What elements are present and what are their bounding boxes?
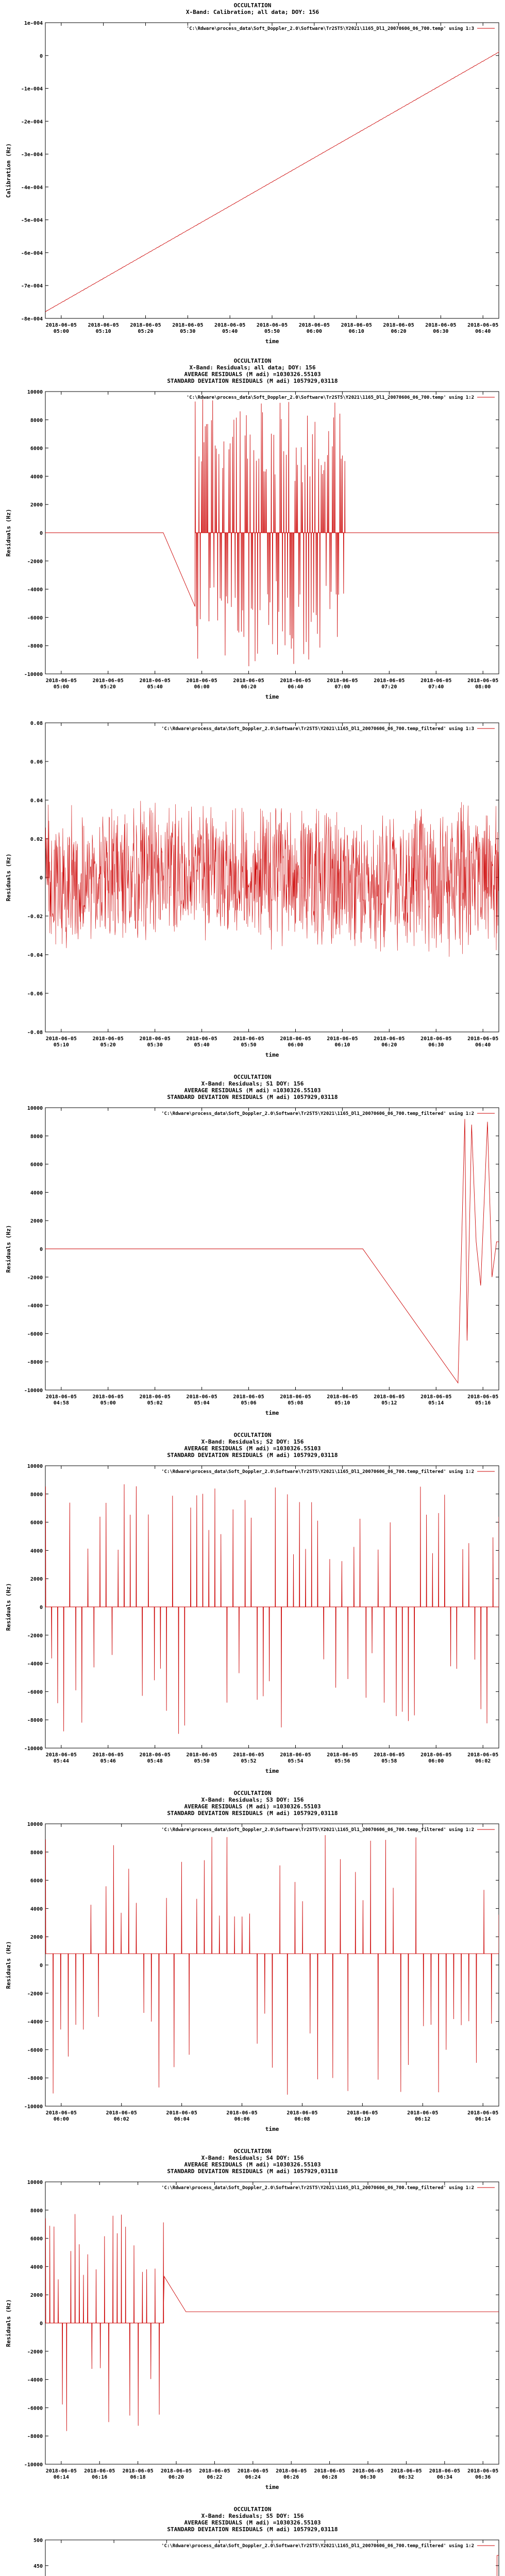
y-tick-label: 2000 [30,1218,43,1225]
x-tick-label-time: 06:36 [475,2475,491,2480]
chart-svg [0,1072,505,1427]
chart-title-line: STANDARD DEVIATION RESIDUALS (M adi) 1057929,03118 [167,378,338,384]
x-tick-label-time: 06:14 [475,2116,491,2122]
x-axis-label: time [265,1768,279,1774]
x-tick-label-time: 07:40 [428,684,444,690]
x-axis-label: time [265,338,279,345]
x-tick-label-date: 2018-06-05 [130,323,161,328]
chart-title-line: STANDARD DEVIATION RESIDUALS (M adi) 1057929,03118 [167,1452,338,1459]
x-tick-label-time: 06:40 [288,684,304,690]
x-tick-label-date: 2018-06-05 [467,2468,499,2474]
x-tick-label-date: 2018-06-05 [122,2468,154,2474]
x-tick-label-time: 06:08 [294,2116,310,2122]
y-tick-label: -0.04 [27,953,43,958]
chart-title-line: OCCULTATION [233,1790,272,1797]
y-tick-label: -8000 [27,2076,43,2082]
x-tick-label-time: 06:40 [475,329,491,334]
y-tick-label: 0.02 [30,837,43,842]
x-tick-label-time: 06:40 [475,1042,491,1048]
x-tick-label-date: 2018-06-05 [139,678,171,684]
chart-title-line: X-Band: Residuals; S5 DOY: 156 [201,2513,304,2519]
y-tick-label: -1e-004 [21,86,43,92]
chart-title-line: X-Band: Residuals; S2 DOY: 156 [201,1438,304,1445]
x-tick-label-time: 06:00 [53,2116,69,2122]
x-tick-label-time: 05:16 [475,1400,491,1406]
y-tick-label: 4000 [30,2264,43,2270]
x-tick-label-time: 06:00 [288,1042,304,1048]
y-tick-label: 8000 [30,1850,43,1856]
chart-title-line: STANDARD DEVIATION RESIDUALS (M adi) 1057929,03118 [167,1810,338,1817]
y-tick-label: 0 [39,1247,43,1252]
x-tick-label-time: 05:50 [194,1758,210,1764]
x-tick-label-time: 06:00 [306,329,322,334]
x-tick-label-time: 05:02 [147,1400,163,1406]
x-tick-label-time: 06:14 [53,2475,69,2480]
y-tick-label: 8000 [30,2208,43,2214]
y-tick-label: -10000 [24,672,43,677]
x-tick-label-time: 04:58 [53,1400,69,1406]
chart-title-line: AVERAGE RESIDUALS (M adi) =1030326.55103 [184,1803,321,1810]
x-tick-label-time: 06:10 [355,2116,371,2122]
x-tick-label-time: 05:04 [194,1400,210,1406]
y-tick-label: -7e-004 [21,283,43,290]
y-tick-label: 4000 [30,1548,43,1554]
chart-title-line: X-Band: Residuals; all data; DOY: 156 [189,364,316,371]
x-tick-label-time: 06:10 [348,329,364,334]
x-tick-label-time: 06:10 [334,1042,350,1048]
chart-panel-2 [0,355,505,711]
y-tick-label: -5e-004 [21,217,43,224]
y-tick-label: -10000 [24,1746,43,1752]
x-tick-label-time: 05:14 [428,1400,444,1406]
legend-label: 'C:\Rdware\process_data\Soft_Doppler_2.0\Software\Tr2ST5\Y2021\1165_Dl1_20070606_06_700.temp_filtered' using 1:2 [161,1111,474,1116]
x-tick-label-time: 08:00 [475,684,491,690]
x-tick-label-time: 05:20 [100,684,116,690]
x-tick-label-date: 2018-06-05 [214,323,246,328]
y-tick-label: 6000 [30,1162,43,1168]
x-tick-label-date: 2018-06-05 [45,1394,77,1400]
y-tick-label: 6000 [30,446,43,452]
y-tick-label: 10000 [27,2180,43,2185]
x-tick-label-date: 2018-06-05 [467,1036,499,1042]
chart-svg [0,2146,505,2501]
x-tick-label-time: 06:00 [194,684,210,690]
x-tick-label-date: 2018-06-05 [374,1036,405,1042]
x-tick-label-time: 05:40 [194,1042,210,1048]
x-axis-label: time [265,693,279,700]
x-tick-label-date: 2018-06-05 [92,1752,124,1758]
x-tick-label-date: 2018-06-05 [467,2110,499,2116]
x-tick-label-time: 05:10 [95,329,111,334]
chart-panel-6 [0,1788,505,2143]
y-tick-label: -8000 [27,2434,43,2440]
x-axis-label: time [265,2126,279,2132]
y-tick-label: 0 [39,1605,43,1611]
chart-title-line: STANDARD DEVIATION RESIDUALS (M adi) 1057929,03118 [167,2526,338,2533]
x-tick-label-date: 2018-06-05 [45,678,77,684]
y-tick-label: -6000 [27,1689,43,1696]
legend-label: 'C:\Rdware\process_data\Soft_Doppler_2.0\Software\Tr2ST5\Y2021\1165_Dl1_20070606_06_700.temp_filtered' using 1:2 [161,2185,474,2191]
chart-title-line: X-Band: Residuals; S4 DOY: 156 [201,2155,304,2161]
x-axis-label: time [265,1052,279,1058]
y-tick-label: 10000 [27,389,43,395]
x-tick-label-time: 05:10 [53,1042,69,1048]
x-tick-label-date: 2018-06-05 [92,1036,124,1042]
y-tick-label: 0 [39,53,43,59]
x-tick-label-date: 2018-06-05 [280,1752,311,1758]
y-tick-label: 10000 [27,1464,43,1469]
chart-title-line: AVERAGE RESIDUALS (M adi) =1030326.55103 [184,2519,321,2526]
data-series-line [45,2555,499,2576]
x-tick-label-time: 06:02 [113,2116,129,2122]
x-tick-label-date: 2018-06-05 [429,2468,460,2474]
chart-title-line: OCCULTATION [233,1074,272,1080]
y-axis-label: Residuals (Hz) [5,2299,12,2347]
x-tick-label-date: 2018-06-05 [467,1394,499,1400]
x-tick-label-time: 05:40 [222,329,238,334]
x-tick-label-time: 06:32 [398,2475,414,2480]
x-tick-label-date: 2018-06-05 [45,2110,77,2116]
y-tick-label: -6000 [27,615,43,621]
legend-label: 'C:\Rdware\process_data\Soft_Doppler_2.0\Software\Tr2ST5\Y2021\1165_Dl1_20070606_06_700.temp_filtered' using 1:2 [161,1827,474,1833]
data-series-line [45,801,499,957]
x-tick-label-date: 2018-06-05 [45,1036,77,1042]
data-series-line [45,51,499,312]
y-tick-label: 1e-004 [24,21,43,26]
chart-title-line: AVERAGE RESIDUALS (M adi) =1030326.55103 [184,2161,321,2168]
x-tick-label-date: 2018-06-05 [374,678,405,684]
x-tick-label-time: 06:28 [322,2475,338,2480]
y-tick-label: 4000 [30,474,43,480]
legend-label: 'C:\Rdware\process_data\Soft_Doppler_2.0\Software\Tr2ST5\Y2021\1165_Dl1_20070606_06_700.temp' using 1:3 [186,26,474,31]
x-tick-label-date: 2018-06-05 [45,2468,77,2474]
x-tick-label-date: 2018-06-05 [374,1394,405,1400]
chart-panel-5 [0,1430,505,1785]
x-tick-label-date: 2018-06-05 [467,678,499,684]
y-tick-label: 0 [39,2321,43,2327]
x-tick-label-date: 2018-06-05 [186,1036,217,1042]
chart-title-line: STANDARD DEVIATION RESIDUALS (M adi) 1057929,03118 [167,1094,338,1100]
x-tick-label-time: 06:00 [428,1758,444,1764]
y-tick-label: -2000 [27,2349,43,2355]
x-tick-label-date: 2018-06-05 [420,1036,452,1042]
y-tick-label: -6e-004 [21,250,43,257]
chart-panel-4 [0,1072,505,1427]
x-tick-label-date: 2018-06-05 [160,2468,192,2474]
x-tick-label-time: 06:02 [475,1758,491,1764]
y-tick-label: 8000 [30,417,43,423]
x-tick-label-date: 2018-06-05 [327,1036,358,1042]
x-tick-label-time: 05:48 [147,1758,163,1764]
chart-title-line: X-Band: Residuals; S3 DOY: 156 [201,1797,304,1803]
y-tick-label: 10000 [27,1106,43,1111]
x-tick-label-time: 06:22 [207,2475,223,2480]
x-tick-label-date: 2018-06-05 [139,1394,171,1400]
x-tick-label-date: 2018-06-05 [45,323,77,328]
data-series-line [45,1119,499,1383]
chart-title-line: OCCULTATION [233,1432,272,1438]
x-tick-label-date: 2018-06-05 [233,1394,264,1400]
x-tick-label-time: 05:30 [147,1042,163,1048]
data-series-line [45,1484,499,1734]
x-tick-label-time: 05:00 [100,1400,116,1406]
y-tick-label: 6000 [30,2236,43,2242]
x-tick-label-time: 05:50 [241,1042,257,1048]
y-tick-label: -6000 [27,2047,43,2054]
chart-svg [0,2504,505,2576]
y-tick-label: -0.02 [27,914,43,920]
y-axis-label: Residuals (Hz) [5,1225,12,1273]
x-tick-label-date: 2018-06-05 [276,2468,307,2474]
x-tick-label-time: 05:08 [288,1400,304,1406]
y-tick-label: 500 [33,2538,43,2544]
y-tick-label: -8000 [27,643,43,650]
x-tick-label-date: 2018-06-05 [233,678,264,684]
y-tick-label: 8000 [30,1133,43,1140]
x-tick-label-time: 06:26 [283,2475,299,2480]
y-axis-label: Residuals (Hz) [5,853,12,902]
chart-title-line: OCCULTATION [233,2506,272,2513]
x-tick-label-time: 06:18 [130,2475,146,2480]
x-tick-label-time: 06:30 [360,2475,376,2480]
y-tick-label: -0.06 [27,991,43,997]
x-tick-label-date: 2018-06-05 [327,1394,358,1400]
x-tick-label-date: 2018-06-05 [420,1394,452,1400]
x-tick-label-time: 06:12 [415,2116,431,2122]
x-tick-label-time: 05:00 [53,329,69,334]
y-tick-label: -4000 [27,2377,43,2383]
y-tick-label: -10000 [24,1388,43,1394]
chart-panel-7 [0,2146,505,2501]
y-tick-label: 10000 [27,1822,43,1827]
chart-svg [0,1430,505,1785]
x-tick-label-date: 2018-06-05 [341,323,372,328]
chart-panel-8 [0,2504,505,2576]
x-tick-label-date: 2018-06-05 [237,2468,268,2474]
x-tick-label-time: 05:00 [53,684,69,690]
x-tick-label-time: 06:16 [92,2475,108,2480]
x-tick-label-date: 2018-06-05 [287,2110,318,2116]
chart-title-line: AVERAGE RESIDUALS (M adi) =1030326.55103 [184,1087,321,1094]
y-tick-label: 0 [39,531,43,536]
x-tick-label-date: 2018-06-05 [256,323,288,328]
x-tick-label-time: 06:30 [428,1042,444,1048]
chart-title-line: OCCULTATION [233,2148,272,2155]
plot-frame [45,23,499,318]
y-tick-label: -0.08 [27,1030,43,1036]
x-tick-label-time: 05:10 [334,1400,350,1406]
x-tick-label-date: 2018-06-05 [407,2110,439,2116]
y-axis-label: Calibration (Hz) [5,143,12,198]
x-tick-label-date: 2018-06-05 [314,2468,345,2474]
data-series-line [45,1835,499,2095]
x-tick-label-time: 06:20 [391,329,407,334]
y-tick-label: 6000 [30,1878,43,1884]
data-series-line [45,399,499,666]
x-tick-label-date: 2018-06-05 [139,1036,171,1042]
x-tick-label-time: 05:52 [241,1758,257,1764]
x-tick-label-time: 06:20 [381,1042,397,1048]
x-tick-label-date: 2018-06-05 [172,323,204,328]
x-tick-label-date: 2018-06-05 [88,323,119,328]
x-tick-label-time: 05:44 [53,1758,69,1764]
x-tick-label-date: 2018-06-05 [106,2110,137,2116]
y-tick-label: 4000 [30,1190,43,1196]
x-tick-label-time: 06:20 [168,2475,184,2480]
x-tick-label-time: 05:46 [100,1758,116,1764]
chart-title-line: OCCULTATION [233,358,272,364]
x-tick-label-time: 05:20 [138,329,154,334]
x-axis-label: time [265,1410,279,1416]
x-tick-label-date: 2018-06-05 [327,1752,358,1758]
x-tick-label-date: 2018-06-05 [383,323,414,328]
x-tick-label-date: 2018-06-05 [347,2110,378,2116]
x-tick-label-time: 05:40 [147,684,163,690]
x-tick-label-time: 06:04 [174,2116,190,2122]
y-tick-label: 2000 [30,2293,43,2299]
x-tick-label-time: 05:20 [100,1042,116,1048]
x-tick-label-date: 2018-06-05 [226,2110,258,2116]
x-tick-label-date: 2018-06-05 [45,1752,77,1758]
y-axis-label: Residuals (Hz) [5,1941,12,1989]
x-tick-label-date: 2018-06-05 [425,323,457,328]
x-tick-label-time: 05:54 [288,1758,304,1764]
y-tick-label: -6000 [27,2405,43,2412]
x-tick-label-date: 2018-06-05 [467,323,499,328]
x-tick-label-date: 2018-06-05 [298,323,330,328]
y-tick-label: -2000 [27,1275,43,1281]
y-tick-label: 2000 [30,1577,43,1583]
x-tick-label-date: 2018-06-05 [199,2468,230,2474]
y-tick-label: -10000 [24,2462,43,2468]
y-tick-label: -8e-004 [21,316,43,322]
x-tick-label-time: 06:34 [436,2475,452,2480]
x-axis-label: time [265,2484,279,2490]
x-tick-label-time: 06:30 [433,329,449,334]
chart-svg [0,355,505,711]
chart-svg [0,714,505,1069]
y-tick-label: -4000 [27,1303,43,1309]
x-tick-label-time: 07:20 [381,684,397,690]
y-tick-label: 0.04 [30,798,43,804]
legend-label: 'C:\Rdware\process_data\Soft_Doppler_2.0\Software\Tr2ST5\Y2021\1165_Dl1_20070606_06_700.temp_filtered' using 1:2 [161,2544,474,2549]
x-tick-label-date: 2018-06-05 [139,1752,171,1758]
x-tick-label-time: 05:50 [264,329,280,334]
y-tick-label: -2000 [27,1991,43,1997]
y-tick-label: 2000 [30,502,43,509]
legend-label: 'C:\Rdware\process_data\Soft_Doppler_2.0\Software\Tr2ST5\Y2021\1165_Dl1_20070606_06_700.temp_filtered' using 1:2 [161,1469,474,1475]
legend-label: 'C:\Rdware\process_data\Soft_Doppler_2.0\Software\Tr2ST5\Y2021\1165_Dl1_20070606_06_700.temp' using 1:2 [186,395,474,400]
y-axis-label: Residuals (Hz) [5,1583,12,1631]
x-tick-label-time: 06:20 [241,684,257,690]
x-tick-label-date: 2018-06-05 [186,678,217,684]
x-tick-label-time: 05:58 [381,1758,397,1764]
chart-title-line: OCCULTATION [233,2,272,9]
x-tick-label-date: 2018-06-05 [280,1036,311,1042]
x-tick-label-date: 2018-06-05 [280,678,311,684]
x-tick-label-date: 2018-06-05 [280,1394,311,1400]
x-tick-label-date: 2018-06-05 [374,1752,405,1758]
y-tick-label: -3e-004 [21,152,43,158]
x-tick-label-date: 2018-06-05 [92,678,124,684]
x-tick-label-time: 05:06 [241,1400,257,1406]
y-tick-label: 0.08 [30,721,43,726]
y-tick-label: -2000 [27,1633,43,1639]
x-tick-label-time: 07:00 [334,684,350,690]
y-axis-label: Residuals (Hz) [5,509,12,557]
x-tick-label-date: 2018-06-05 [327,678,358,684]
y-tick-label: -4000 [27,587,43,593]
x-tick-label-time: 05:30 [180,329,196,334]
x-tick-label-date: 2018-06-05 [186,1394,217,1400]
y-tick-label: -4000 [27,1661,43,1667]
chart-title-line: AVERAGE RESIDUALS (M adi) =1030326.55103 [184,371,321,378]
data-series-line [45,2214,499,2431]
x-tick-label-time: 06:24 [245,2475,261,2480]
y-tick-label: 8000 [30,1492,43,1498]
y-tick-label: -4000 [27,2019,43,2025]
y-tick-label: 0.06 [30,759,43,765]
y-tick-label: 6000 [30,1520,43,1526]
x-tick-label-time: 05:12 [381,1400,397,1406]
y-tick-label: 0 [39,1963,43,1969]
x-tick-label-date: 2018-06-05 [233,1036,264,1042]
y-tick-label: -6000 [27,1331,43,1337]
x-tick-label-date: 2018-06-05 [186,1752,217,1758]
y-tick-label: -8000 [27,1718,43,1724]
x-tick-label-date: 2018-06-05 [92,1394,124,1400]
y-tick-label: -2000 [27,558,43,565]
x-tick-label-date: 2018-06-05 [467,1752,499,1758]
chart-title-line: X-Band: Calibration; all data; DOY: 156 [186,9,319,15]
y-tick-label: 0 [39,875,43,881]
x-tick-label-date: 2018-06-05 [233,1752,264,1758]
chart-title-line: AVERAGE RESIDUALS (M adi) =1030326.55103 [184,1445,321,1452]
x-tick-label-time: 06:06 [234,2116,250,2122]
chart-panel-1 [0,0,505,355]
chart-title-line: X-Band: Residuals; S1 DOY: 156 [201,1080,304,1087]
y-tick-label: 450 [33,2563,43,2569]
y-tick-label: -2e-004 [21,119,43,125]
chart-panel-3 [0,714,505,1069]
legend-label: 'C:\Rdware\process_data\Soft_Doppler_2.0\Software\Tr2ST5\Y2021\1165_Dl1_20070606_06_700.temp_filtered' using 1:3 [161,726,474,732]
x-tick-label-date: 2018-06-05 [420,678,452,684]
y-tick-label: -8000 [27,1360,43,1366]
x-tick-label-date: 2018-06-05 [420,1752,452,1758]
chart-svg [0,0,505,355]
x-tick-label-date: 2018-06-05 [352,2468,384,2474]
y-tick-label: 2000 [30,1935,43,1941]
chart-svg [0,1788,505,2143]
x-tick-label-date: 2018-06-05 [166,2110,197,2116]
x-tick-label-date: 2018-06-05 [391,2468,422,2474]
x-tick-label-date: 2018-06-05 [84,2468,115,2474]
y-tick-label: -4e-004 [21,184,43,191]
y-tick-label: -10000 [24,2104,43,2110]
x-tick-label-time: 05:56 [334,1758,350,1764]
chart-title-line: STANDARD DEVIATION RESIDUALS (M adi) 1057929,03118 [167,2168,338,2175]
y-tick-label: 4000 [30,1906,43,1912]
